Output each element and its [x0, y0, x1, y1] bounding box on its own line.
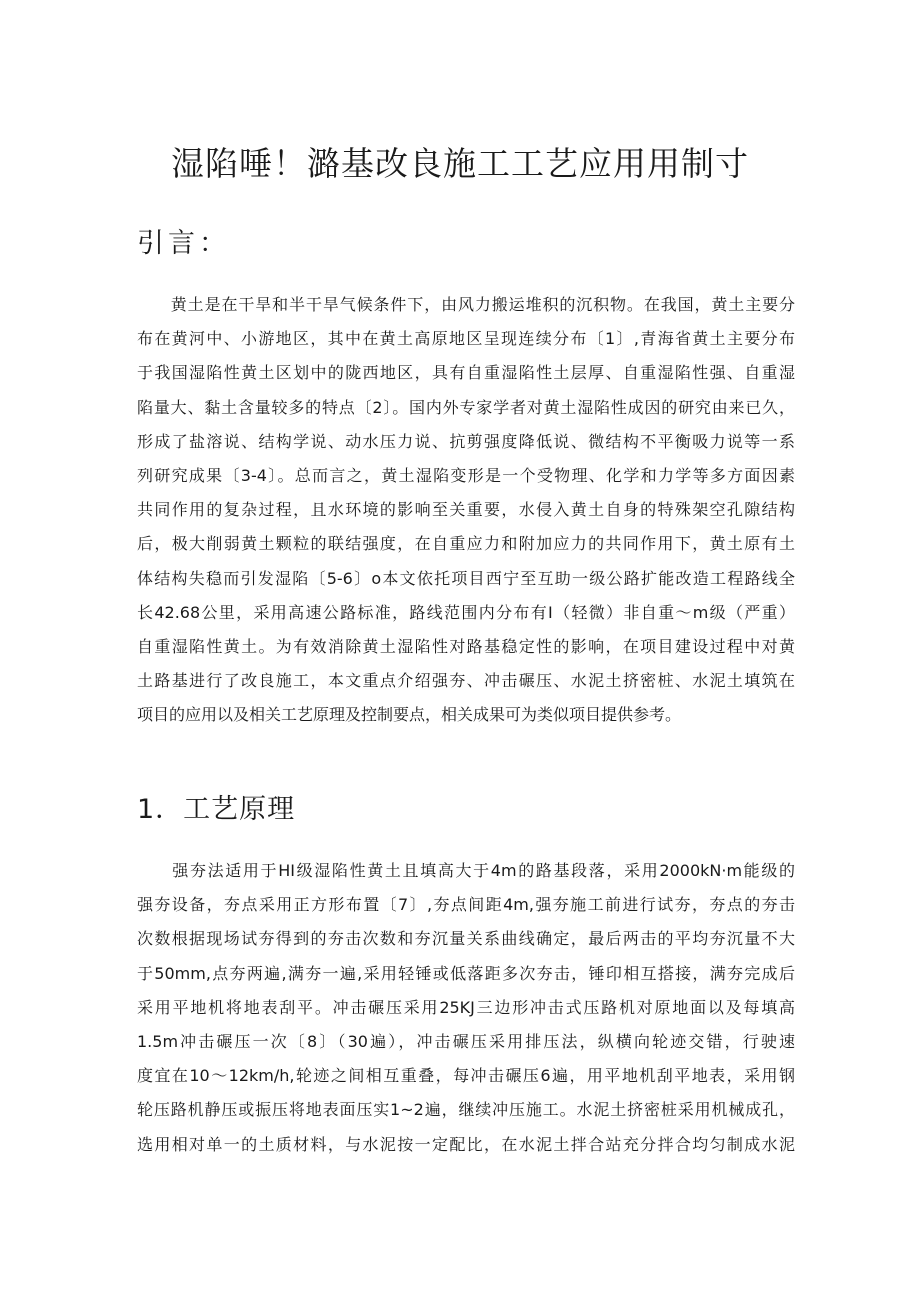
section-1-heading: 1．工艺原理: [137, 794, 296, 825]
text-line: 黄土是在干旱和半干旱气候条件下，由风力搬运堆积的沉积物。在我国，黄土主要分: [137, 295, 795, 314]
text-line: 于50mm,点夯两遍,满夯一遍,采用轻锤或低落距多次夯击，锤印相互搭接，满夯完成后: [137, 963, 795, 983]
text-line: 选用相对单一的土质材料，与水泥按一定配比，在水泥土拌合站充分拌合均匀制成水泥: [137, 1134, 795, 1154]
intro-heading: 引言：: [137, 228, 230, 259]
text-line: 土路基进行了改良施工，本文重点介绍强夯、冲击碾压、水泥土挤密桩、水泥土填筑在: [137, 671, 795, 691]
text-line: 体结构失稳而引发湿陷〔5-6〕o本文依托项目西宁至互助一级公路扩能改造工程路线全: [137, 568, 795, 588]
text-line: 次数根据现场试夯得到的夯击次数和夯沉量关系曲线确定，最后两击的平均夯沉量不大: [137, 929, 795, 949]
text-line: 强夯设备，夯点采用正方形布置〔7〕,夯点间距4m,强夯施工前进行试夯，夯点的夯击: [137, 895, 795, 915]
text-line: 布在黄河中、小游地区，其中在黄土高原地区呈现连续分布〔1〕,青海省黄土主要分布: [137, 329, 795, 349]
text-line: 列研究成果〔3-4〕。总而言之，黄土湿陷变形是一个受物理、化学和力学等多方面因素: [137, 465, 795, 485]
document-title: 湿陷唾！潞基改良施工工艺应用用制寸: [171, 144, 749, 183]
text-line: 度宜在10～12km/h,轮迹之间相互重叠，每冲击碾压6遍，用平地机刮平地表，采用钢: [137, 1066, 795, 1086]
text-line: 轮压路机静压或振压将地表面压实1~2遍，继续冲压施工。水泥土挤密桩采用机械成孔，: [137, 1100, 795, 1120]
text-line: 长42.68公里，采用高速公路标准，路线范围内分布有I（轻微）非自重～m级（严重）: [137, 602, 795, 622]
text-line: 1.5m冲击碾压一次〔8〕（30遍），冲击碾压采用排压法，纵横向轮迹交错，行驶速: [137, 1031, 795, 1051]
section-1-paragraph: [137, 854, 795, 1162]
text-line: 采用平地机将地表刮平。冲击碾压采用25KJ三边形冲击式压路机对原地面以及每填高: [137, 997, 795, 1017]
text-line: 强夯法适用于HI级湿陷性黄土且填高大于4m的路基段落，采用2000kN·m能级的: [137, 861, 795, 880]
text-line: 于我国湿陷性黄土区划中的陇西地区，具有自重湿陷性土层厚、自重湿陷性强、自重湿: [137, 363, 795, 383]
intro-paragraph: [137, 288, 795, 732]
text-line: 共同作用的复杂过程，且水环境的影响至关重要，水侵入黄土自身的特殊架空孔隙结构: [137, 500, 795, 520]
text-line: 陷量大、黏土含量较多的特点〔2〕。国内外专家学者对黄土湿陷性成因的研究由来已久，: [137, 397, 795, 417]
text-line: 自重湿陷性黄土。为有效消除黄土湿陷性对路基稳定性的影响，在项目建设过程中对黄: [137, 636, 795, 656]
text-line: 形成了盐溶说、结构学说、动水压力说、抗剪强度降低说、微结构不平衡吸力说等一系: [137, 431, 795, 451]
text-line: 项目的应用以及相关工艺原理及控制要点，相关成果可为类似项目提供参考。: [137, 705, 682, 725]
text-line: 后，极大削弱黄土颗粒的联结强度，在自重应力和附加应力的共同作用下，黄土原有土: [137, 534, 795, 554]
